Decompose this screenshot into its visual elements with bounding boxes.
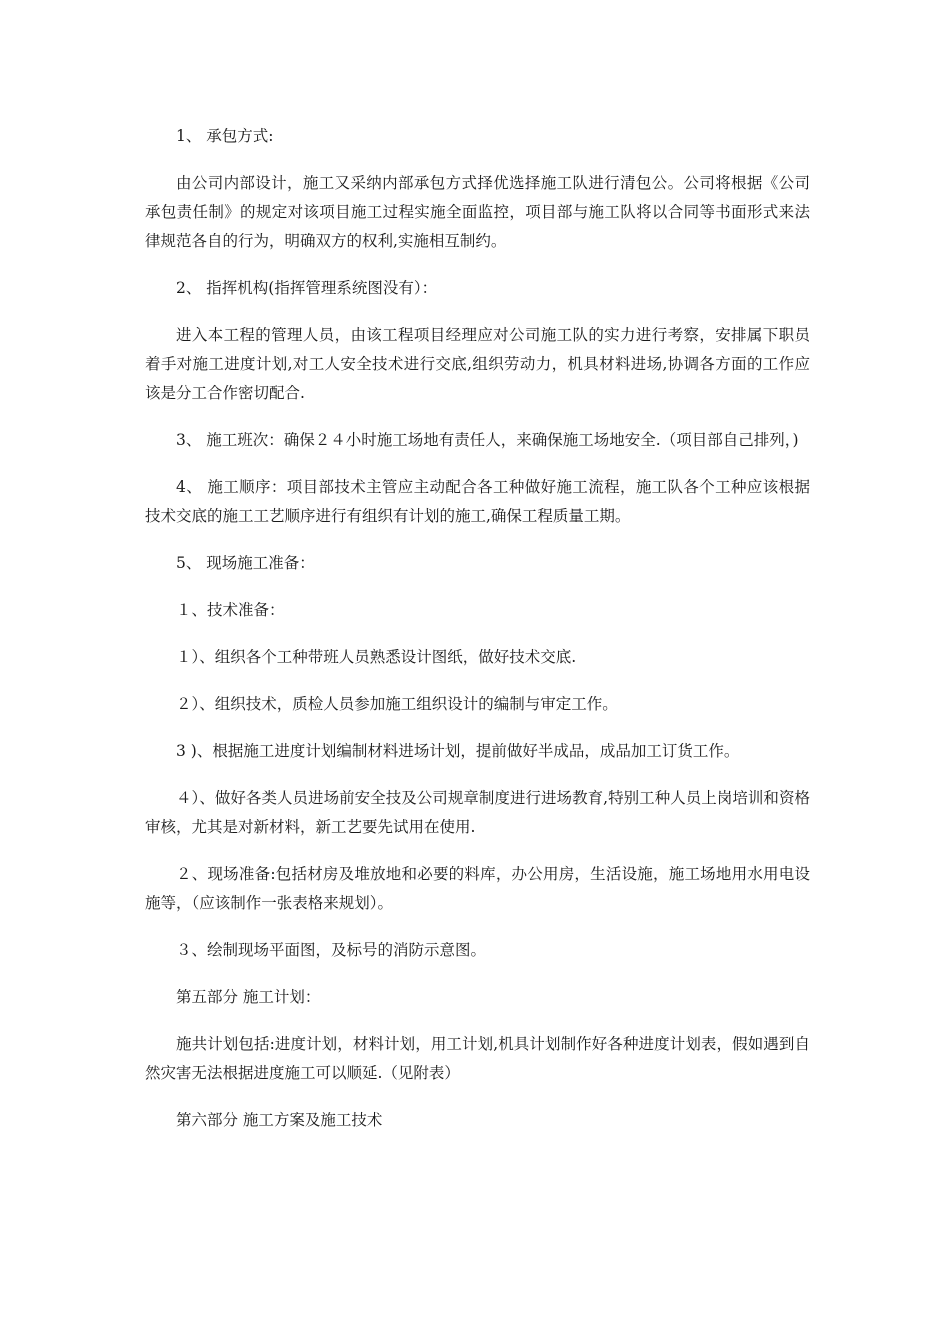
list-item-4: ４）、做好各类人员进场前安全技及公司规章制度进行进场教育,特别工种人员上岗培训和资格审核，尤其是对新材料，新工艺要先试用在使用. [145, 789, 810, 836]
paragraph-sequence: 4、 施工顺序：项目部技术主管应主动配合各工种做好施工流程，施工队各个工种应该根据技术交底的施工工艺顺序进行有组织有计划的施工,确保工程质量工期。 [145, 478, 810, 525]
paragraph-site-preparation: ２、现场准备:包括材房及堆放地和必要的料库，办公用房，生活设施，施工场地用水用电设施等，（应该制作一张表格来规划）。 [145, 865, 810, 912]
paragraph-site-plan: ３、绘制现场平面图，及标号的消防示意图。 [176, 941, 487, 959]
heading-contract-method: 1、 承包方式: [176, 127, 274, 145]
heading-command-structure: 2、 指挥机构(指挥管理系统图没有）： [176, 279, 438, 297]
paragraph-contract-method: 由公司内部设计，施工又采纳内部承包方式择优选择施工队进行清包公。公司将根据《公司承包责任制》的规定对该项目施工过程实施全面监控，项目部与施工队将以合同等书面形式来法律规范各自的行为，明确双方的权利,实施相互制约。 [145, 174, 810, 250]
list-item-1: １）、组织各个工种带班人员熟悉设计图纸，做好技术交底. [176, 648, 577, 666]
paragraph-construction-plan: 施共计划包括:进度计划，材料计划，用工计划,机具计划制作好各种进度计划表，假如遇到自然灾害无法根据进度施工可以顺延.（见附表） [145, 1035, 810, 1082]
paragraph-command-structure: 进入本工程的管理人员，由该工程项目经理应对公司施工队的实力进行考察，安排属下职员着手对施工进度计划,对工人安全技术进行交底,组织劳动力，机具材料进场,协调各方面的工作应该是分工合作密切配合. [145, 326, 810, 402]
heading-part-five: 第五部分 施工计划： [176, 988, 321, 1006]
heading-part-six: 第六部分 施工方案及施工技术 [176, 1111, 383, 1129]
document-body [145, 122, 810, 1135]
heading-technical-preparation: １、技术准备： [176, 601, 285, 619]
paragraph-shifts: 3、 施工班次：确保２４小时施工场地有责任人，来确保施工场地安全.（项目部自己排列，) [176, 431, 799, 449]
list-item-3: 3 )、根据施工进度计划编制材料进场计划，提前做好半成品，成品加工订货工作。 [176, 742, 740, 760]
heading-site-preparation: 5、 现场施工准备： [176, 554, 315, 572]
list-item-2: ２）、组织技术，质检人员参加施工组织设计的编制与审定工作。 [176, 695, 618, 713]
